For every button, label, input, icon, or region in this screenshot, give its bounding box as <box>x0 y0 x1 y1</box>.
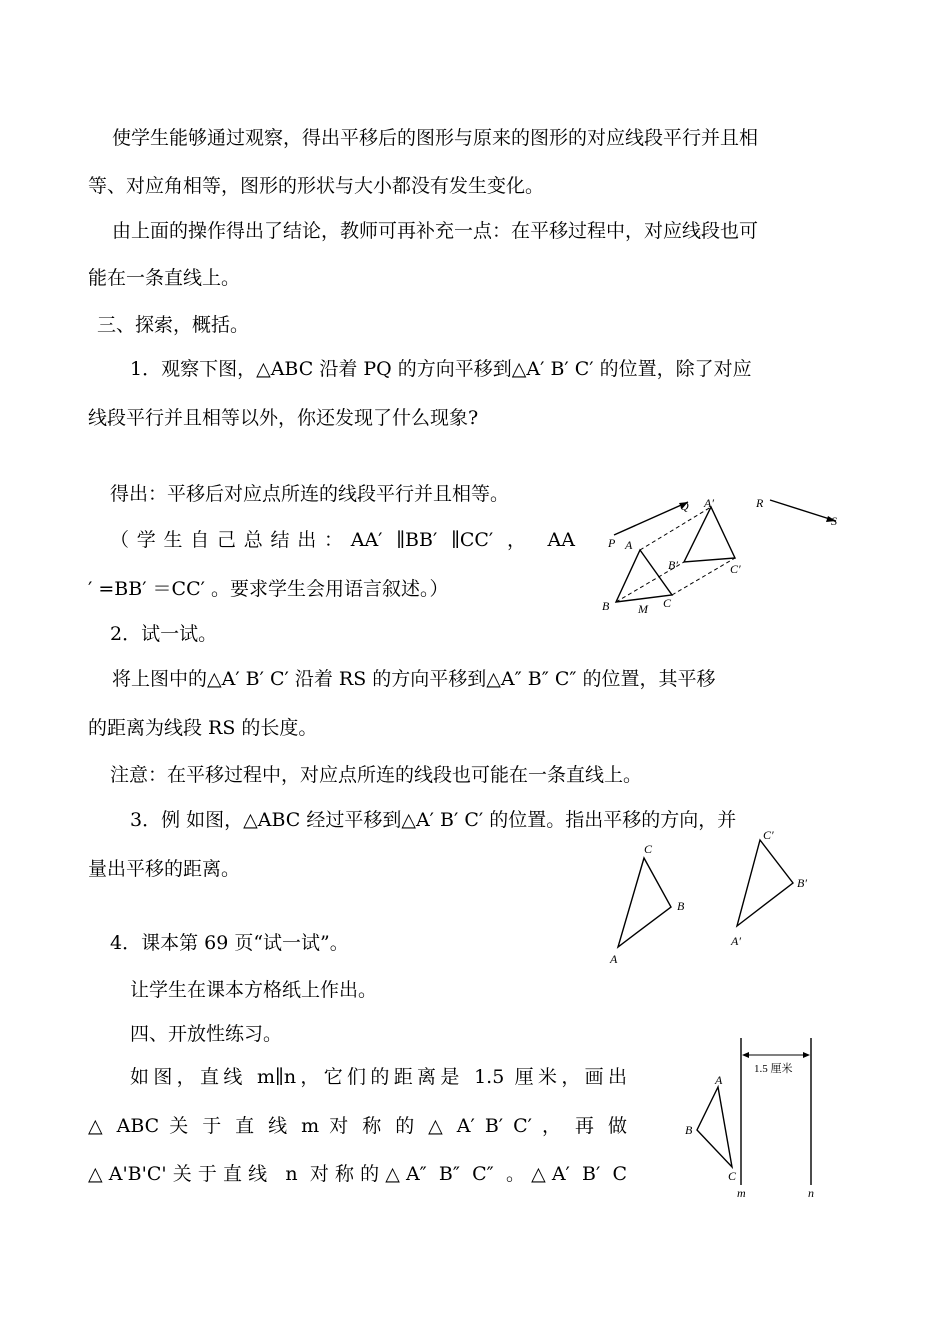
question-1-note-line-2: ′ =BB′ ＝CC′ 。要求学生会用语言叙述。） <box>88 578 449 600</box>
section-3-heading: 三、探索，概括。 <box>97 314 250 336</box>
line-pq <box>614 502 688 535</box>
label-a-prime: A′ <box>704 496 714 510</box>
label-b: B <box>685 1123 693 1137</box>
label-c: C <box>644 842 653 856</box>
arrowhead-right <box>803 1052 810 1058</box>
para-1-line-1: 使学生能够通过观察，得出平移后的图形与原来的图形的对应线段平行并且相 <box>112 127 759 149</box>
section-4-line-1: 如图，直线 m∥n，它们的距离是 1.5 厘米，画出 <box>130 1066 627 1088</box>
section-4-line-3: △A'B'C'关于直线 n 对称的△A″ B″ C″ 。△A′ B′ C <box>88 1163 627 1185</box>
label-c: C <box>728 1169 737 1183</box>
label-n: n <box>808 1186 814 1200</box>
question-4-heading: 4．课本第 69 页“试一试”。 <box>110 932 349 954</box>
section-4-heading: 四、开放性练习。 <box>130 1023 283 1045</box>
label-a: A <box>625 538 633 552</box>
para-2-line-2: 能在一条直线上。 <box>88 267 241 289</box>
label-q: Q <box>680 499 689 513</box>
triangle-abc <box>618 858 671 947</box>
triangle-a1b1c1 <box>684 507 735 562</box>
label-b-prime: B′ <box>668 558 678 572</box>
segment-cc1 <box>672 558 735 595</box>
question-2-line-1: 将上图中的△A′ B′ C′ 沿着 RS 的方向平移到△A″ B″ C″ 的位置，其平移 <box>112 668 716 690</box>
triangle-abc <box>697 1087 732 1167</box>
label-c-prime: C′ <box>730 562 741 576</box>
label-m: M <box>638 602 648 616</box>
label-a-prime: A′ <box>731 934 741 948</box>
label-b: B <box>677 899 685 913</box>
question-1-answer: 得出：平移后对应点所连的线段平行并且相等。 <box>110 483 510 505</box>
label-distance: 1.5 厘米 <box>754 1063 793 1075</box>
label-s: S <box>831 514 837 528</box>
label-a: A <box>610 952 618 966</box>
question-3-line-1: 3．例 如图，△ABC 经过平移到△A′ B′ C′ 的位置。指出平移的方向，并 <box>130 809 737 831</box>
para-2-line-1: 由上面的操作得出了结论，教师可再补充一点：在平移过程中，对应线段也可 <box>112 220 759 242</box>
line-rs <box>770 500 836 521</box>
question-3-line-2: 量出平移的距离。 <box>88 858 241 880</box>
label-b-prime: B′ <box>797 876 807 890</box>
triangle-a1b1c1 <box>737 840 793 926</box>
figure-translation-pq <box>600 485 860 620</box>
label-m: m <box>737 1186 746 1200</box>
label-c-prime: C′ <box>763 828 774 842</box>
section-4-line-2: △ ABC 关 于 直 线 m 对 称 的 △ A′ B′ C′ ， 再 做 <box>88 1115 627 1137</box>
question-1-note-line-1: （学生自己总结出：AA′ ∥BB′ ∥CC′ ， AA <box>110 529 575 551</box>
figure-translation-example <box>600 830 830 970</box>
label-b: B <box>602 599 610 613</box>
arrowhead-left <box>742 1052 749 1058</box>
question-1-line-1: 1．观察下图，△ABC 沿着 PQ 的方向平移到△A′ B′ C′ 的位置，除了对应 <box>130 358 752 380</box>
question-2-heading: 2．试一试。 <box>110 623 218 645</box>
triangle-abc <box>616 550 672 602</box>
para-1-line-2: 等、对应角相等，图形的形状与大小都没有发生变化。 <box>88 175 545 197</box>
question-4-line-1: 让学生在课本方格纸上作出。 <box>130 979 378 1001</box>
label-c: C <box>663 596 672 610</box>
question-1-line-2: 线段平行并且相等以外，你还发现了什么现象? <box>88 407 479 429</box>
label-a: A <box>715 1073 723 1087</box>
question-2-line-2: 的距离为线段 RS 的长度。 <box>88 717 318 739</box>
label-r: R <box>756 496 764 510</box>
question-2-note: 注意：在平移过程中，对应点所连的线段也可能在一条直线上。 <box>110 764 643 786</box>
figure-reflection-mn <box>680 1035 840 1205</box>
label-p: P <box>608 536 616 550</box>
